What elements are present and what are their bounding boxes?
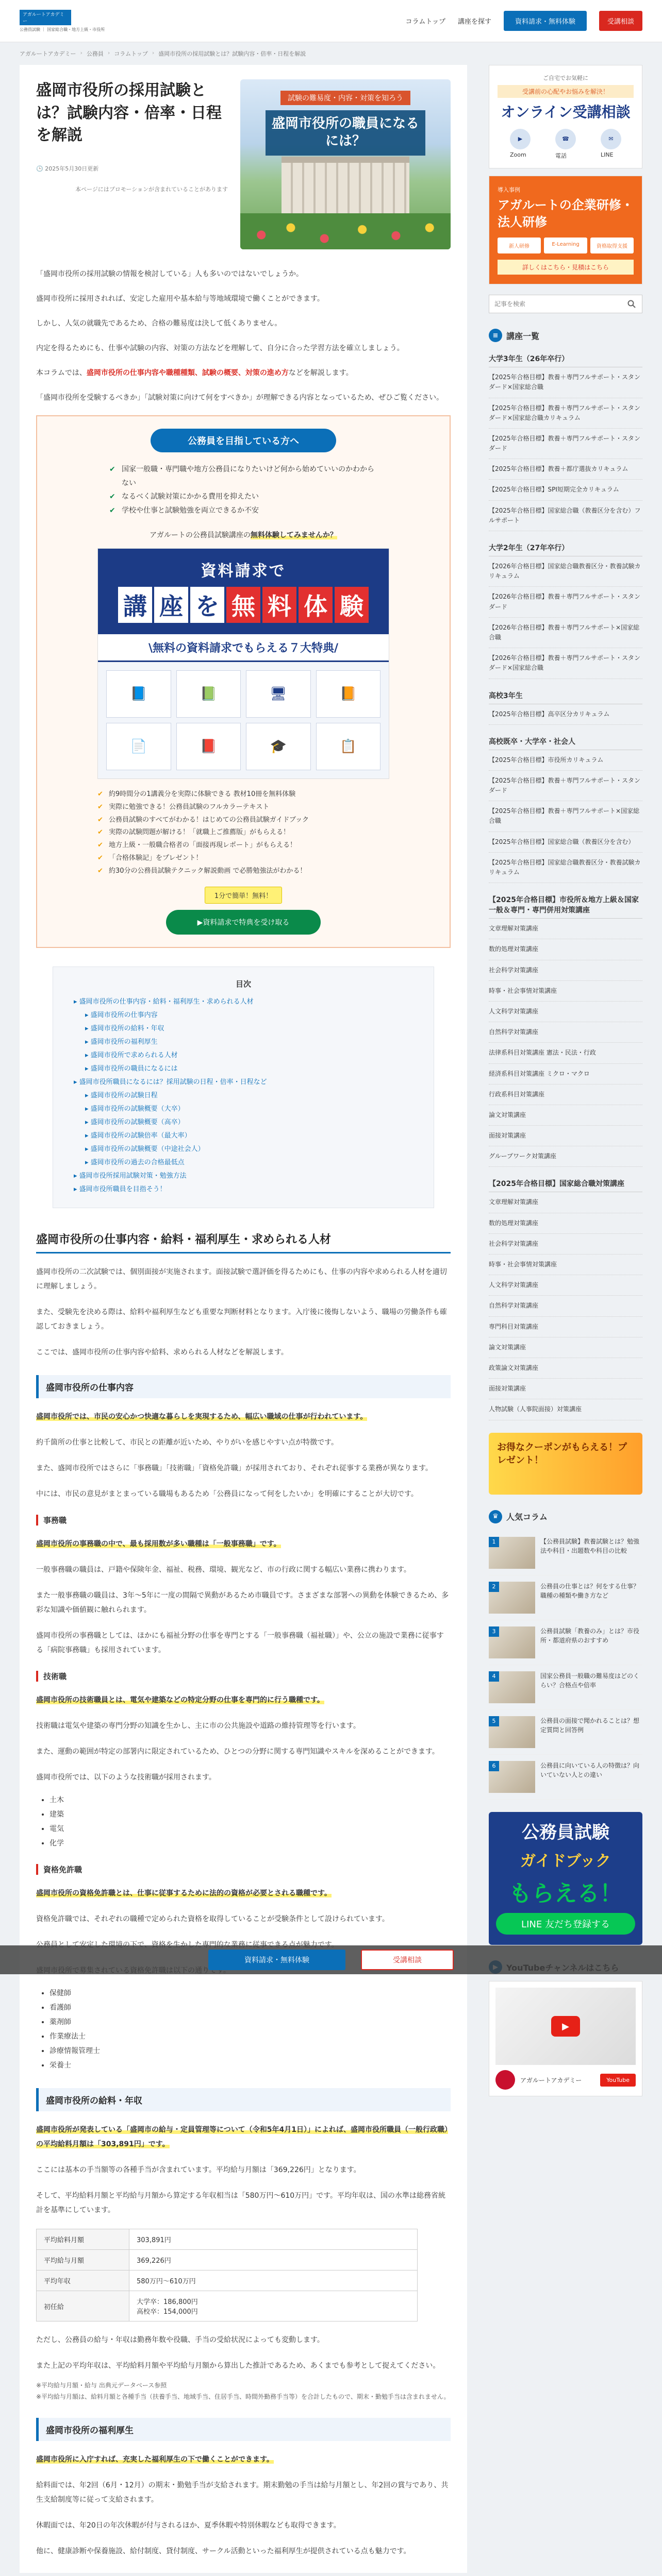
promo-box [36, 415, 451, 948]
benefit-item: ✔ 約30分の公務員試験テクニック解説動画 で必勝勉強法がわかる！ [97, 865, 389, 878]
rank-number: 6 [489, 1761, 499, 1771]
course-link[interactable]: 【2025年合格目標】教養＋専門フルサポート・スタンダード [489, 429, 642, 459]
benefit-item: ✔ 実際の試験問題が解ける！「就職上ご推薦版」がもらえる！ [97, 826, 389, 839]
minor-heading: 技術職 [36, 1671, 451, 1682]
toc-item[interactable]: ▸ 盛岡市役所職員を目指そう！ [74, 1183, 413, 1196]
list-item: • 保健師 [49, 1986, 451, 2001]
course-link[interactable]: 面接対策講座 [489, 1379, 642, 1399]
popular-article-title: 公務員試験「教養のみ」とは？市役所・都道府県のおすすめ [540, 1627, 640, 1645]
city-hall-building-image [282, 157, 409, 218]
request-materials-button[interactable]: 資料請求・無料体験 [504, 11, 587, 31]
benefit-item: ✔ 「合格体験記」をプレゼント！ [97, 852, 389, 865]
intro-highlight: 盛岡市役所の仕事内容や職種種類、試験の概要、対策の進め方 [86, 369, 289, 377]
benefit-book-icon: 📘 [106, 670, 171, 718]
toc-item[interactable]: ▸ 盛岡市役所の過去の合格最低点 [74, 1156, 413, 1170]
course-link[interactable]: 自然科学対策講座 [489, 1296, 642, 1316]
toc-item[interactable]: ▸ 盛岡市役所の給料・年収 [74, 1022, 413, 1036]
channel-name: アガルートアカデミー [520, 2076, 582, 2084]
minor-heading: 資格免許職 [36, 1864, 451, 1875]
popular-article-item[interactable] [489, 1531, 642, 1575]
article-thumbnail [489, 1671, 535, 1703]
promotion-note: 本ページにはプロモーションが含まれていることがあります [75, 185, 228, 193]
popular-article-item[interactable] [489, 1665, 642, 1710]
page-title: 盛岡市役所の採用試験とは？試験内容・倍率・日程を解説 [36, 81, 222, 144]
footnote: ※平均給与月額・給与 出典元データベース参照 ※平均給与月額は、給料月額と各種手当（扶養手当、地域手当、住居手当、時間外勤務手当等）を合計したもので、期末・勤勉手当は含まれません。 [36, 2382, 450, 2400]
popular-article-title: 公務員の仕事とは？何をする仕事？職種の種類や働き方など [540, 1582, 640, 1600]
benefit-clipboard-icon: 📋 [316, 723, 381, 770]
paragraph: 技術職は電気や建築の専門分野の知識を生かし、主に市の公共施設や道路の維持管理等を行います。 [36, 1722, 360, 1731]
course-link[interactable]: 【2025年合格目標】教養＋都庁選抜カリキュラム [489, 459, 642, 480]
sticky-consult-button[interactable]: 受講相談 [361, 1950, 454, 1970]
intro-text: 「盛岡市役所の採用試験の情報を検討している」人も多いのではないでしょうか。 盛岡市役所に採用されれば、安定した雇用や基本給与等地域環境で働くことができます。 しかし、人気の就職先であるため、合格の難易度は決して低くありません。 内定を得るためにも、仕事や試験の内容、対策の方法などを理解して、自分に合った学習方法を確立しましょう。 本コラムでは、盛岡市役所の仕事内容や職種種類、試験の概要、対策の進め方などを解説します。 「盛岡市役所を受験するべきか」「試験対策に向けて何をすべきか」が理解できる内容となっているため、ぜひご覧ください。 [36, 270, 444, 402]
list-icon: ≡ [489, 329, 502, 342]
article-thumbnail [489, 1716, 535, 1748]
course-link[interactable]: 【2025年合格目標】教養＋専門フルサポート・スタンダード [489, 771, 642, 801]
paragraph: 中には、市民の意見がまとまっている職場もあるため「公務員になって何をしたいか」を明確にすることが大切です。 [36, 1490, 418, 1499]
course-link[interactable]: 人文科学対策講座 [489, 1002, 642, 1022]
article-thumbnail [489, 1761, 535, 1793]
popular-article-title: 公務員に向いている人の特徴は？向いていない人との違い [540, 1761, 640, 1779]
hero-banner-top: 試験の難易度・内容・対策を知ろう [280, 91, 410, 105]
benefit-graduate-icon: 🎓 [246, 723, 311, 770]
line-add-friend-button[interactable]: LINE 友だち登録する [496, 1913, 635, 1935]
crown-icon: ♛ [489, 1510, 502, 1523]
course-category-title: 【2025年合格目標】国家総合職対策講座 [489, 1175, 642, 1192]
logo-mark: アガルートアカデミー [20, 10, 71, 25]
global-nav [405, 11, 642, 31]
sidebar [489, 65, 642, 2573]
breadcrumb: アガルートアカデミー › 公務員 › コラムトップ › 盛岡市役所の採用試験とは？試験内容・倍率・日程を解説 [20, 49, 306, 57]
sticky-cta-bar [0, 1945, 662, 1974]
toc-item[interactable]: ▸ 盛岡市役所の試験概要（高卒） [74, 1116, 413, 1129]
courses-heading: ≡ 講座一覧 [489, 329, 642, 342]
channel-avatar [495, 2070, 515, 2090]
online-consult-banner[interactable]: ご自宅でお気軽に 受講前の心配やお悩みを解決！ オンライン受講相談 ▶ Zoom ☎ 電話 ✉ LINE [489, 65, 642, 168]
list-item: • 薬剤師 [49, 2015, 451, 2029]
paragraph: 盛岡市役所では、以下のような技術職が採用されます。 [36, 1773, 216, 1782]
youtube-card[interactable] [489, 1981, 642, 2096]
list-item: • 土木 [49, 1793, 451, 1807]
free-trial-ad[interactable] [97, 548, 389, 779]
paragraph: ここには基本の手当額等の各種手当が含まれています。平均給与月額は「369,226円」となります。 [36, 2166, 361, 2175]
course-link[interactable]: 【2025年合格目標】教養＋専門フルサポート×国家総合職 [489, 801, 642, 832]
toc-item[interactable]: ▸ 盛岡市役所の試験概要（中途社会人） [74, 1143, 413, 1156]
ad-benefit-grid [98, 662, 389, 778]
popular-article-title: 公務員の面接で聞かれることは？想定質問と回答例 [540, 1717, 640, 1734]
course-category-title: 大学3年生（26年卒行） [489, 350, 642, 367]
course-link[interactable]: 数的処理対策講座 [489, 1213, 642, 1234]
table-row: 初任給 大学卒：186,800円 高校卒：154,000円 [37, 2291, 418, 2321]
get-benefits-button[interactable]: ▶資料請求で特典を受け取る [166, 910, 321, 935]
logo-subtitle: 公務員試験 ｜ 国家総合職・地方上級・市役所 [20, 27, 105, 32]
rank-number: 1 [489, 1537, 499, 1547]
benefit-item: ✔ 実際に勉強できる！公務員試験のフルカラーテキスト [97, 801, 389, 814]
course-link[interactable]: 経済系科目対策講座 ミクロ・マクロ [489, 1064, 642, 1084]
license-job-list [36, 1986, 451, 2073]
course-category-title: 高校既卒・大学卒・社会人 [489, 733, 642, 750]
course-link[interactable]: 論文対策講座 [489, 1105, 642, 1126]
popular-article-title: 【公務員試験】教養試験とは？勉強法や科目・出題数や科目の比較 [540, 1537, 640, 1555]
course-link[interactable]: 【2026年合格目標】教養＋専門フルサポート×国家総合職 [489, 618, 642, 648]
paragraph: 給料面では、年2回（6月・12月）の期末・勤勉手当が支給されます。期末勤勉の手当は給与月額とし、年2回の賞与であり、共生支給制度等に従って支給されます。 [36, 2481, 449, 2504]
paragraph: ここでは、盛岡市役所の仕事内容や給料、求められる人材などを解説します。 [36, 1348, 288, 1357]
article [20, 65, 467, 2573]
site-header [0, 0, 662, 42]
subsection-heading: 盛岡市役所の給料・年収 [36, 2088, 451, 2111]
ad-headline: 資料請求で [201, 562, 286, 581]
benefit-text-icon: 📗 [176, 670, 241, 718]
subsection-heading: 盛岡市役所の仕事内容 [36, 1375, 451, 1398]
course-link[interactable]: 人物試験（人事院面接）対策講座 [489, 1399, 642, 1420]
rank-number: 3 [489, 1626, 499, 1637]
course-link[interactable]: グループワーク対策講座 [489, 1146, 642, 1167]
list-item: • 栄養士 [49, 2058, 451, 2073]
list-item: • 看護師 [49, 2001, 451, 2015]
course-link[interactable]: 【2025年合格目標】国家総合職（教養区分を含む） [489, 832, 642, 853]
subsection-heading: 盛岡市役所の福利厚生 [36, 2418, 451, 2441]
sticky-request-button[interactable]: 資料請求・無料体験 [208, 1950, 345, 1970]
course-link[interactable]: 専門科目対策講座 [489, 1317, 642, 1337]
tag: 新人研修 [498, 238, 541, 253]
benefit-guide-icon: 📙 [316, 670, 381, 718]
paragraph: 盛岡市役所の二次試験では、個別面接が実施されます。面接試験で選評価を得るためにも、仕事の内容や求められる人材を適切に理解しましょう。 [36, 1268, 447, 1291]
rank-number: 5 [489, 1716, 499, 1726]
paragraph: また、受験先を決める際は、給料や福利厚生なども重要な判断材料となります。入庁後に後悔しないよう、職場の労働条件も確認しておきましょう。 [36, 1308, 447, 1331]
paragraph: 盛岡市役所の事務職としては、ほかにも福祉分野の仕事を専門とする「一般事務職（福祉職）」や、公立の施設で業務に従事する「病院事務職」も採用されています。 [36, 1632, 444, 1655]
article-thumbnail [489, 1582, 535, 1614]
online-consult-title: オンライン受講相談 [501, 104, 631, 121]
highlight-text: 盛岡市役所の事務職の中で、最も採用数が多い職種は「一般事務職」です。 [36, 1540, 281, 1549]
course-link[interactable]: 【2025年合格目標】高卒区分カリキュラム [489, 704, 642, 725]
ad-subheading: \無料の資料請求でもらえる７大特典/ [98, 634, 389, 662]
rank-number: 2 [489, 1582, 499, 1592]
benefit-list [97, 788, 389, 877]
paragraph: 一般事務職の職員は、戸籍や保険年金、福祉、税務、環境、観光など、市の行政に関する幅広い業務に携わります。 [36, 1566, 411, 1574]
article-hero [36, 79, 451, 249]
benefit-item: ✔ 公務員試験のすべてがわかる！はじめての公務員試験ガイドブック [97, 814, 389, 827]
popular-article-item[interactable] [489, 1710, 642, 1755]
table-of-contents [53, 967, 434, 1208]
toc-item[interactable]: ▸ 盛岡市役所の職員になるには [74, 1062, 413, 1076]
course-link[interactable]: 【2025年合格目標】教養＋専門フルサポート・スタンダード×国家総合職カリキュラム [489, 398, 642, 429]
benefit-item: ✔ 地方上級・一般職合格者の「面接再現レポート」がもらえる！ [97, 839, 389, 852]
breadcrumb-current: 盛岡市役所の採用試験とは？試験内容・倍率・日程を解説 [158, 50, 306, 57]
benefit-item: ✔ 約9時間分の1講義分を実際に体験できる 教材10冊を無料体験 [97, 788, 389, 801]
search-icon[interactable] [621, 295, 642, 313]
coupon-banner[interactable]: お得なクーポンがもらえる！プレゼント！ [489, 1433, 642, 1495]
technical-job-list [36, 1793, 451, 1851]
paragraph: 資格免許職では、それぞれの職種で定められた資格を取得していることが受験条件として設けられています。 [36, 1915, 389, 1924]
list-item: • 作業療法士 [49, 2029, 451, 2044]
site-logo[interactable] [20, 10, 138, 32]
course-link[interactable]: 時事・社会事情対策講座 [489, 1255, 642, 1275]
toc-item[interactable]: ▸ 盛岡市役所職員になるには？採用試験の日程・倍率・日程など [74, 1076, 413, 1089]
consult-button[interactable]: 受講相談 [599, 11, 642, 31]
promo-checklist [109, 463, 377, 517]
table-row: 平均年収 580万円〜610万円 [37, 2270, 418, 2291]
course-categories [489, 350, 642, 1420]
course-link[interactable]: 数的処理対策講座 [489, 939, 642, 960]
ad-big-text: 講 座 を 無 料 体 験 [103, 587, 384, 623]
corporate-training-title: アガルートの企業研修・法人研修 [498, 198, 634, 229]
paragraph: 休暇面では、年20日の年次休暇が付与されるほか、夏季休暇や特別休暇なども取得できます。 [36, 2521, 341, 2530]
course-category-title: 大学2年生（27年卒行） [489, 539, 642, 556]
play-icon[interactable]: ▶ [551, 2016, 580, 2037]
toc-item[interactable]: ▸ 盛岡市役所の仕事内容・給料・福利厚生・求められる人材 [74, 995, 413, 1009]
course-link[interactable]: 【2026年合格目標】国家総合職教養区分・教養試験カリキュラム [489, 556, 642, 587]
paragraph: 約千箇所の仕事と比較して、市民との距離が近いため、やりがいを感じやすい点が特徴です。 [36, 1438, 339, 1447]
paragraph: そして、平均給料月額と平均給与月額から算定する年収相当は「580万円〜610万円」です。平均年収は、国の水準は総務省統計を基準にしています。 [36, 2192, 446, 2215]
line-icon: ✉ LINE [601, 129, 621, 160]
course-link[interactable]: 自然科学対策講座 [489, 1022, 642, 1043]
popular-articles [489, 1531, 642, 1800]
course-link[interactable]: 面接対策講座 [489, 1126, 642, 1146]
course-link[interactable]: 【2025年合格目標】教養＋専門フルサポート・スタンダード×国家総合職 [489, 367, 642, 398]
toc-item[interactable]: ▸ 盛岡市役所の試験日程 [74, 1089, 413, 1103]
minor-heading: 事務職 [36, 1515, 451, 1526]
list-item: • 建築 [49, 1807, 451, 1822]
breadcrumb-home[interactable]: アガルートアカデミー [20, 50, 76, 57]
course-link[interactable]: 時事・社会事情対策講座 [489, 981, 642, 1002]
highlight-text: 盛岡市役所に入庁すれば、充実した福利厚生の下で働くことができます。 [36, 2455, 274, 2464]
course-link[interactable]: 社会科学対策講座 [489, 960, 642, 981]
highlight-text: 盛岡市役所の技術職員とは、電気や建築などの特定分野の仕事を専門的に行う職種です。 [36, 1696, 324, 1705]
check-item: ✔ なるべく試験対策にかかる費用を抑えたい [109, 490, 377, 504]
toc-title: 目次 [235, 979, 251, 989]
course-link[interactable]: 【2025年合格目標】国家総合職（教養区分を含む）フルサポート [489, 501, 642, 531]
toc-item[interactable]: ▸ 盛岡市役所採用試験対策・勉強方法 [74, 1170, 413, 1183]
toc-item[interactable]: ▸ 盛岡市役所の試験倍率（最大率） [74, 1129, 413, 1143]
course-link[interactable]: 【2025年合格目標】国家総合職教養区分・教養試験カリキュラム [489, 853, 642, 883]
highlight-text: 盛岡市役所では、市民の安心かつ快適な暮らしを実現するため、幅広い職域の仕事が行われています。 [36, 1413, 368, 1421]
course-link[interactable]: 法律系科目対策講座 憲法・民法・行政 [489, 1043, 642, 1063]
article-thumbnail [489, 1626, 535, 1658]
article-thumbnail [489, 1537, 535, 1569]
paragraph: また、盛岡市役所ではさらに「事務職」「技術職」「資格免許職」が採用されており、それぞれ従事する業務が異なります。 [36, 1464, 433, 1473]
promo-heading: 公務員を目指している方へ [151, 429, 336, 452]
popular-article-item[interactable] [489, 1755, 642, 1800]
corporate-training-banner[interactable]: 導入事例 アガルートの企業研修・法人研修 新人研修 E-Learning 資格取得支援 詳しくはこちら・見積はこちら [489, 176, 642, 284]
course-link[interactable]: 【2025年合格目標】市役所カリキュラム [489, 750, 642, 771]
youtube-section [489, 1960, 642, 2096]
salary-table [36, 2229, 418, 2321]
paragraph: また上記の平均年収は、平均給料月額や平均給与月額から算出した推計であるため、あくまでも参考として捉えてください。 [36, 2362, 440, 2370]
benefit-report-icon: 📕 [176, 723, 241, 770]
video-thumbnail[interactable] [495, 1988, 636, 2065]
course-link[interactable]: 文章理解対策講座 [489, 1192, 642, 1213]
check-item: ✔ 学校や仕事と試験勉強を両立できるか不安 [109, 504, 377, 518]
article-search [489, 295, 642, 313]
course-link[interactable]: 社会科学対策講座 [489, 1234, 642, 1255]
table-row: 平均給料月額 303,891円 [37, 2229, 418, 2250]
toc-item[interactable]: ▸ 盛岡市役所の仕事内容 [74, 1009, 413, 1022]
nav-column-top[interactable]: コラムトップ [405, 18, 445, 26]
benefit-video-icon: 🖥 [246, 670, 311, 718]
highlight-text: 盛岡市役所の資格免許職とは、仕事に従事するために法的の資格が必要とされる職種です。 [36, 1889, 332, 1898]
toc-item[interactable]: ▸ 盛岡市役所の試験概要（大卒） [74, 1103, 413, 1116]
course-link[interactable]: 行政系科目対策講座 [489, 1084, 642, 1105]
course-link[interactable]: 【2026年合格目標】教養＋専門フルサポート・スタンダード×国家総合職 [489, 648, 642, 679]
search-input[interactable] [489, 295, 621, 313]
benefit-paper-icon: 📄 [106, 723, 171, 770]
course-link[interactable]: 人文科学対策講座 [489, 1275, 642, 1296]
list-item: • 電気 [49, 1822, 451, 1836]
course-category-title: 【2025年合格目標】市役所＆地方上級＆国家一般＆専門・専門併用対策講座 [489, 891, 642, 919]
updated-date: 🕒 2025年5月30日更新 [36, 165, 99, 172]
popular-article-item[interactable] [489, 1620, 642, 1665]
rank-number: 4 [489, 1671, 499, 1682]
course-link[interactable]: 論文対策講座 [489, 1337, 642, 1358]
toc-item[interactable]: ▸ 盛岡市役所で求められる人材 [74, 1049, 413, 1062]
line-guidebook-banner[interactable]: 公務員試験 ガイドブック もらえる！ LINE 友だち登録する [489, 1812, 642, 1945]
youtube-subscribe-button[interactable]: YouTube [600, 2074, 636, 2087]
popular-article-title: 国家公務員一般職の難易度はどのくらい？合格点や倍率 [540, 1672, 640, 1689]
tag: E-Learning [544, 238, 587, 253]
course-link[interactable]: 【2025年合格目標】SPI短期完全カリキュラム [489, 480, 642, 500]
course-category-title: 高校3年生 [489, 687, 642, 704]
popular-heading: ♛ 人気コラム [489, 1510, 642, 1523]
course-link[interactable]: 政策論文対策講座 [489, 1358, 642, 1379]
section-heading: 盛岡市役所の仕事内容・給料・福利厚生・求められる人材 [36, 1231, 451, 1253]
breadcrumb-column-top[interactable]: コラムトップ [114, 50, 148, 57]
paragraph: また、運動の範囲が特定の部署内に限定されているため、ひとつの分野に関する専門知識やスキルを深めることができます。 [36, 1748, 439, 1756]
paragraph: 他に、健康診断や保養施設、給付制度、貸付制度、サークル活動といった福利厚生が提供されている点も魅力です。 [36, 2547, 411, 2556]
toc-item[interactable]: ▸ 盛岡市役所の福利厚生 [74, 1036, 413, 1049]
course-link[interactable]: 【2026年合格目標】教養＋専門フルサポート・スタンダード [489, 587, 642, 617]
breadcrumb-category[interactable]: 公務員 [86, 50, 104, 57]
promo-lead: アガルートの公務員試験講座の無料体験してみませんか？ [150, 531, 337, 540]
hero-image [240, 79, 451, 249]
list-item: • 化学 [49, 1836, 451, 1851]
popular-article-item[interactable] [489, 1575, 642, 1620]
table-row: 平均給与月額 369,226円 [37, 2250, 418, 2270]
paragraph: ただし、公務員の給与・年収は勤務年数や役職、手当の受給状況によっても変動します。 [36, 2336, 324, 2345]
tag: 資格取得支援 [590, 238, 634, 253]
phone-icon: ☎ 電話 [555, 129, 576, 160]
course-link[interactable]: 文章理解対策講座 [489, 919, 642, 939]
list-item: • 診療情報管理士 [49, 2044, 451, 2058]
cta-caption: 1分で簡単！無料！ [205, 887, 282, 904]
paragraph: また一般事務職の職員は、3年〜5年に一度の間隔で異動があるため市職員です。さまざまな部署への異動を体験できるため、多彩な知識や価値観に触れられます。 [36, 1591, 449, 1615]
hero-banner-title: 盛岡市役所の職員になるには？ [266, 110, 425, 156]
nav-find-course[interactable]: 講座を探す [457, 18, 491, 26]
check-item: ✔ 国家一般職・専門職や地方公務員になりたいけど何から始めていいのかわからない [109, 463, 377, 490]
highlight-text: 盛岡市役所が発表している「盛岡市の給与・定員管理等について（令和5年4月1日）」によれば、盛岡市役所職員（一般行政職）の平均給料月額は「303,891円」です。 [36, 2126, 448, 2149]
flower-bed-image [240, 213, 451, 249]
zoom-icon: ▶ Zoom [510, 129, 531, 160]
